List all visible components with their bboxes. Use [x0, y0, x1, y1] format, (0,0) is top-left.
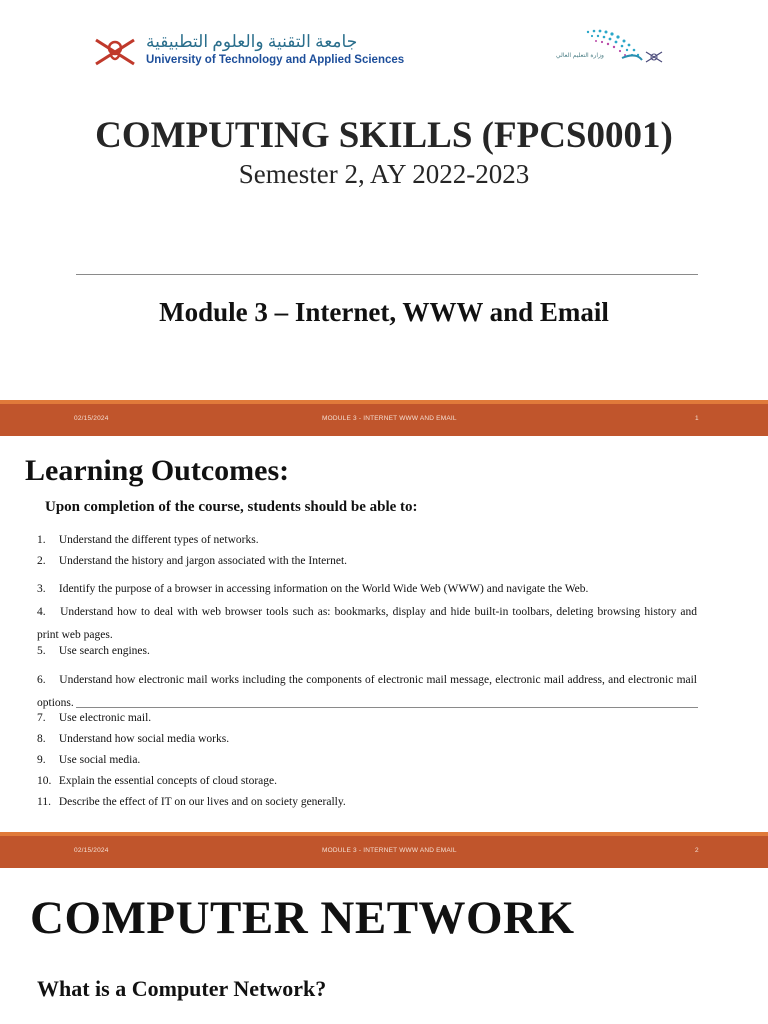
footer-page-number: 1 [695, 415, 699, 422]
footer-date: 02/15/2024 [74, 847, 109, 854]
list-item: 3. Identify the purpose of a browser in accessing information on the World Wide Web (WWW) and navigate the Web. [37, 583, 589, 595]
list-item: 11. Describe the effect of IT on our lives and on society generally. [37, 796, 346, 808]
footer-page-number: 2 [695, 847, 699, 854]
university-name-arabic: جامعة التقنية والعلوم التطبيقية [146, 32, 358, 51]
module-title: Module 3 – Internet, WWW and Email [159, 297, 609, 327]
course-title: COMPUTING SKILLS (FPCS0001) [95, 115, 673, 156]
list-item: 4. Understand how to deal with web browser tools such as: bookmarks, display and hide built-in toolbars, deleting browsing history and print web pages. [37, 606, 697, 641]
slide-footer [0, 832, 768, 868]
ministry-name: وزارة التعليم العالي [556, 53, 604, 59]
list-item: 5. Use search engines. [37, 645, 150, 657]
university-name-english: University of Technology and Applied Sciences [146, 54, 405, 66]
ministry-logo [548, 26, 672, 72]
divider [76, 274, 698, 275]
university-logo [90, 32, 405, 72]
ministry-emblem-icon [644, 50, 664, 64]
semester-subtitle: Semester 2, AY 2022-2023 [238, 159, 530, 189]
title-slide [0, 0, 768, 400]
oman-emblem-icon [90, 34, 140, 70]
dotted-swirl-icon [578, 26, 648, 66]
footer-title: MODULE 3 - INTERNET WWW AND EMAIL [322, 847, 457, 854]
list-item: 2. Understand the history and jargon associated with the Internet. [37, 555, 348, 567]
list-item: 6. Understand how electronic mail works including the components of electronic mail message, electronic mail address, and electronic mail options. [37, 674, 698, 709]
computer-network-heading: COMPUTER NETWORK [30, 892, 575, 944]
slide-footer [0, 400, 768, 436]
list-item: 1. Understand the different types of networks. [37, 534, 259, 546]
computer-network-question: What is a Computer Network? [37, 976, 327, 1001]
footer-title: MODULE 3 - INTERNET WWW AND EMAIL [322, 415, 457, 422]
list-item: 9. Use social media. [37, 754, 141, 766]
footer-date: 02/15/2024 [74, 415, 109, 422]
list-item: 7. Use electronic mail. [37, 712, 152, 724]
learning-outcomes-intro: Upon completion of the course, students should be able to: [45, 499, 418, 515]
learning-outcomes-heading: Learning Outcomes: [25, 454, 290, 487]
list-item: 8. Understand how social media works. [37, 733, 230, 745]
list-item: 10. Explain the essential concepts of cloud storage. [37, 775, 277, 787]
